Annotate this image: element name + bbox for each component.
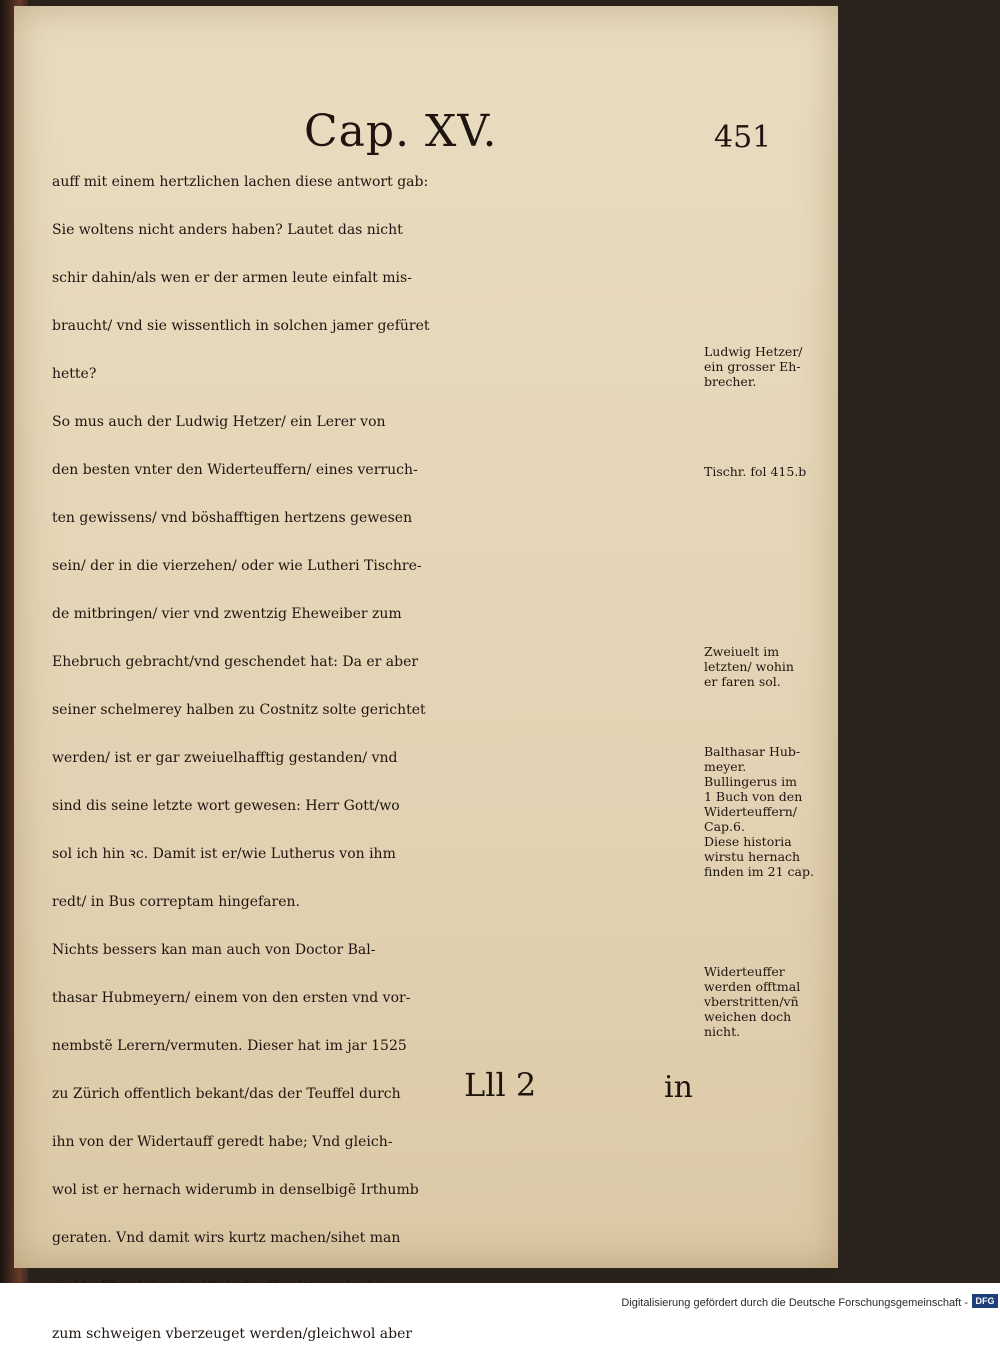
marginal-note-line: Ludwig Hetzer/ <box>704 344 803 359</box>
text-line: de mitbringen/ vier vnd zwentzig Eheweiber zum <box>52 606 402 622</box>
marginal-note-line: letzten/ wohin <box>704 659 794 674</box>
marginal-note-line: Diese historia <box>704 834 792 849</box>
chapter-heading: Cap. XV. <box>304 106 498 157</box>
page-number: 451 <box>714 120 772 155</box>
text-line: seiner schelmerey halben zu Costnitz solte gerichtet <box>52 702 426 718</box>
text-line: ihn von der Widertauff geredt habe; Vnd gleich- <box>52 1134 393 1150</box>
marginal-note-line: Zweiuelt im <box>704 644 780 659</box>
text-line: schir dahin/als wen er der armen leute einfalt mis- <box>52 270 412 286</box>
marginal-note-line: Widerteuffer <box>704 964 785 979</box>
marginal-note-line: meyer. <box>704 759 747 774</box>
text-line: ten gewissens/ vnd böshafftigen hertzens gewesen <box>52 510 413 526</box>
marginal-note <box>704 964 800 1039</box>
marginal-note-line: Balthasar Hub- <box>704 744 801 759</box>
marginal-note <box>704 344 803 389</box>
text-line: geraten. Vnd damit wirs kurtz machen/sihet man <box>52 1230 401 1246</box>
marginal-note-line: brecher. <box>704 374 757 389</box>
text-line: braucht/ vnd sie wissentlich in solchen jamer gefüret <box>52 318 430 334</box>
text-line: So mus auch der Ludwig Hetzer/ ein Lerer von <box>52 414 386 430</box>
marginal-note-line: ein grosser Eh- <box>704 359 801 374</box>
marginal-note-line: finden im 21 cap. <box>704 864 814 879</box>
text-line: Sie woltens nicht anders haben? Lautet das nicht <box>52 222 403 238</box>
text-line: nembstẽ Lerern/vermuten. Dieser hat im jar 1525 <box>52 1038 407 1054</box>
marginal-note <box>704 464 806 479</box>
text-line: wol ist er hernach widerumb in denselbigẽ Irthumb <box>52 1182 419 1198</box>
text-line: sein/ der in die vierzehen/ oder wie Lutheri Tischre- <box>52 558 422 574</box>
text-line: Ehebruch gebracht/vnd geschendet hat: Da er aber <box>52 654 419 670</box>
marginal-note-line: Bullingerus im <box>704 774 797 789</box>
marginal-note-line: er faren sol. <box>704 674 781 689</box>
text-line: zu Zürich offentlich bekant/das der Teuffel durch <box>52 1086 401 1102</box>
signature-mark: Lll 2 <box>464 1066 537 1104</box>
marginal-note-line: 1 Buch von den <box>704 789 803 804</box>
text-line: sol ich hin ꝛc. Damit ist er/wie Lutherus von ihm <box>52 846 396 862</box>
text-line: werden/ ist er gar zweiuelhafftig gestanden/ vnd <box>52 750 398 766</box>
text-line: Nichts bessers kan man auch von Doctor Bal- <box>52 942 376 958</box>
marginal-note-line: werden offtmal <box>704 979 801 994</box>
text-line: zum schweigen vberzeuget werden/gleichwol aber <box>52 1326 413 1342</box>
marginal-note-line: wirstu hernach <box>704 849 801 864</box>
text-line: den besten vnter den Widerteuffern/ eines verruch- <box>52 462 418 478</box>
marginal-note-line: vberstritten/vñ <box>704 994 799 1009</box>
scan-margin <box>838 0 1000 1283</box>
marginal-note <box>704 644 794 689</box>
catchword: in <box>664 1070 693 1105</box>
marginal-note-line: nicht. <box>704 1024 741 1039</box>
text-line: redt/ in Bus correptam hingefaren. <box>52 894 300 910</box>
dfg-logo: DFG <box>972 1294 998 1308</box>
marginal-note-line: Cap.6. <box>704 819 745 834</box>
running-header <box>14 106 838 162</box>
text-line: hette? <box>52 366 97 382</box>
marginal-note-line: weichen doch <box>704 1009 792 1024</box>
digitization-credit: Digitalisierung gefördert durch die Deutsche Forschungsgemeinschaft - <box>621 1297 968 1309</box>
body-text <box>52 158 722 1358</box>
marginal-note-line: Tischr. fol 415.b <box>704 464 807 479</box>
marginal-note <box>704 744 814 879</box>
marginal-note-line: Widerteuffern/ <box>704 804 797 819</box>
text-line: thasar Hubmeyern/ einem von den ersten vnd vor- <box>52 990 411 1006</box>
text-line: auff mit einem hertzlichen lachen diese antwort gab: <box>52 174 429 190</box>
text-line: sind dis seine letzte wort gewesen: Herr Gott/wo <box>52 798 400 814</box>
